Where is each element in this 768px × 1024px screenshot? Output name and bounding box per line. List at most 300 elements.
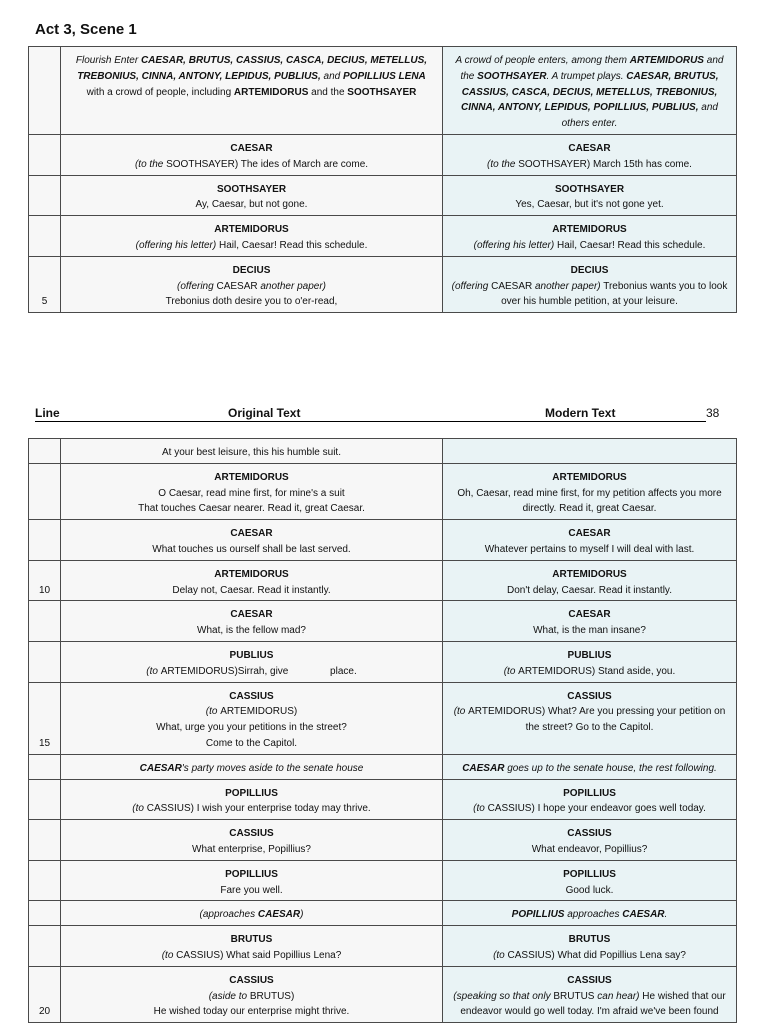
text-line — [64, 182, 439, 198]
dialogue-text: Sirrah, give place. — [237, 665, 357, 677]
dialogue-text: CASSIUS) — [146, 803, 194, 815]
text-line — [446, 826, 733, 842]
dialogue-text: over his humble petition, at your leisure. — [501, 296, 678, 308]
text-line — [64, 263, 439, 279]
speaker-name: CASSIUS — [229, 974, 274, 986]
text-line — [64, 989, 439, 1005]
speaker-name: CAESAR — [568, 528, 611, 540]
dialogue-row — [29, 463, 737, 519]
speaker-name: PUBLIUS — [567, 649, 612, 661]
modern-text-cell — [443, 860, 737, 901]
line-number-cell — [29, 175, 61, 216]
text-line — [446, 932, 733, 948]
text-line — [64, 689, 439, 705]
speaker-name: POPILLIUS — [225, 787, 278, 799]
dialogue-row — [29, 641, 737, 682]
text-line — [446, 238, 733, 254]
modern-text-cell — [443, 820, 737, 861]
speaker-name: ARTEMIDORUS — [552, 568, 627, 580]
original-text-cell — [61, 463, 443, 519]
text-line — [64, 85, 439, 101]
text-line — [446, 842, 733, 858]
dialogue-text: I wish your enterprise today may thrive. — [193, 803, 371, 815]
speaker-name: ARTEMIDORUS — [214, 471, 289, 483]
stage-direction-row — [29, 754, 737, 779]
dialogue-text: O Caesar, read mine first, for mine's a suit — [158, 487, 345, 499]
stage-direction-text: (to the — [134, 158, 167, 170]
dialogue-text: At your best leisure, this his humble suit. — [162, 447, 341, 458]
modern-text-cell — [443, 966, 737, 1022]
dialogue-text: BRUTUS) — [249, 990, 295, 1002]
text-line — [64, 542, 439, 558]
text-line — [64, 222, 439, 238]
stage-direction-text: approaches — [564, 909, 623, 921]
dialogue-text: That touches Caesar nearer. Read it, great Caesar. — [138, 503, 365, 515]
line-number-cell — [29, 47, 61, 135]
dialogue-text: with a crowd of people, including — [86, 86, 234, 98]
stage-direction-text: (speaking so that only — [453, 990, 554, 1002]
line-column-label: Line — [35, 406, 60, 420]
line-number: 5 — [41, 296, 48, 308]
stage-direction-text: goes up to the senate house, the rest following. — [504, 762, 717, 774]
text-line — [446, 279, 733, 295]
text-line — [446, 222, 733, 238]
dialogue-text: Oh, Caesar, read mine first, for my petition affects you more — [457, 487, 722, 499]
text-line — [64, 786, 439, 802]
dialogue-row — [29, 779, 737, 820]
text-line — [64, 279, 439, 295]
stage-direction-text: A crowd of people enters, among them — [455, 55, 630, 66]
text-line — [446, 141, 733, 157]
dialogue-text: CAESAR — [491, 280, 533, 292]
original-text-cell — [61, 641, 443, 682]
dialogue-text: ARTEMIDORUS) — [160, 665, 238, 677]
stage-direction-text: (to — [503, 665, 519, 677]
dialogue-text: Come to the Capitol. — [205, 737, 298, 749]
line-number-cell — [29, 216, 61, 257]
dialogue-text: ARTEMIDORUS) — [518, 665, 596, 677]
modern-text-cell — [443, 926, 737, 967]
dialogue-row — [29, 966, 737, 1022]
character-name: CINNA, ANTONY, LEPIDUS, POPILLIUS, PUBLIUS, — [461, 102, 699, 114]
dialogue-text: ARTEMIDORUS) — [468, 706, 546, 718]
page-number: 38 — [706, 406, 720, 420]
original-text-cell — [61, 134, 443, 175]
text-line — [446, 648, 733, 664]
character-name: ARTEMIDORUS — [233, 86, 309, 98]
text-line — [64, 948, 439, 964]
stage-direction-text: (approaches — [199, 909, 258, 921]
original-text-cell — [61, 820, 443, 861]
dialogue-row — [29, 439, 737, 464]
line-number-cell — [29, 134, 61, 175]
speaker-name: SOOTHSAYER — [554, 183, 625, 195]
dialogue-text: What, is the fellow mad? — [197, 625, 306, 637]
dialogue-text: What endeavor, Popillius? — [531, 843, 648, 855]
original-text-cell — [61, 779, 443, 820]
text-line — [446, 157, 733, 173]
dialogue-text: What said Popillius Lena? — [223, 949, 342, 961]
speaker-name: DECIUS — [570, 264, 609, 276]
text-line — [446, 526, 733, 542]
dialogue-text: directly. Read it, great Caesar. — [522, 503, 657, 515]
dialogue-text: Good luck. — [565, 884, 614, 896]
speaker-name: BRUTUS — [568, 934, 611, 946]
speaker-name: BRUTUS — [230, 934, 273, 946]
dialogue-text: Delay not, Caesar. Read it instantly. — [172, 584, 331, 596]
dialogue-text: What did Popillius Lena say? — [554, 949, 686, 961]
text-line — [64, 69, 439, 85]
speaker-name: CAESAR — [568, 609, 611, 621]
text-line — [446, 704, 733, 720]
text-line — [446, 486, 733, 502]
scene-title: Act 3, Scene 1 — [35, 21, 137, 38]
text-line — [64, 883, 439, 899]
line-number-cell — [29, 601, 61, 642]
line-number-cell — [29, 560, 61, 601]
original-text-cell — [61, 560, 443, 601]
stage-direction-text: can hear) — [594, 990, 640, 1002]
text-line — [64, 704, 439, 720]
line-number-cell — [29, 754, 61, 779]
column-header — [35, 405, 706, 422]
modern-text-cell — [443, 463, 737, 519]
dialogue-text: He wished today our enterprise might thrive. — [153, 1006, 350, 1018]
text-line — [446, 623, 733, 639]
text-line — [64, 470, 439, 486]
text-line — [64, 238, 439, 254]
dialogue-text: SOOTHSAYER) — [166, 158, 239, 170]
dialogue-text: Don't delay, Caesar. Read it instantly. — [507, 584, 672, 596]
dialogue-row — [29, 860, 737, 901]
dialogue-text: endeavor would go well today. I'm afraid we've been found — [460, 1006, 719, 1018]
modern-text-cell — [443, 754, 737, 779]
character-name: CAESAR, BRUTUS, CASSIUS, CASCA, DECIUS, METELLUS, — [140, 55, 428, 66]
speaker-name: ARTEMIDORUS — [214, 224, 289, 236]
dialogue-text: What enterprise, Popillius? — [192, 843, 311, 855]
dialogue-text: Ay, Caesar, but not gone. — [195, 199, 308, 211]
text-line — [446, 801, 733, 817]
stage-direction-text: (to — [161, 949, 177, 961]
character-name: SOOTHSAYER — [347, 86, 417, 98]
dialogue-text: Hail, Caesar! Read this schedule. — [554, 239, 706, 251]
dialogue-text: CASSIUS) — [487, 803, 535, 815]
text-line — [446, 100, 733, 116]
dialogue-row — [29, 256, 737, 312]
text-line — [446, 973, 733, 989]
dialogue-text: BRUTUS — [553, 990, 595, 1002]
text-line — [446, 689, 733, 705]
text-line — [446, 948, 733, 964]
stage-direction-text: the — [460, 70, 478, 82]
dialogue-row — [29, 175, 737, 216]
text-line — [64, 623, 439, 639]
dialogue-text: March 15th has come. — [590, 158, 692, 170]
stage-direction-text: (to — [493, 949, 508, 961]
original-text-cell — [61, 520, 443, 561]
dialogue-row — [29, 520, 737, 561]
line-number-cell — [29, 520, 61, 561]
text-line — [64, 801, 439, 817]
original-text-cell — [61, 256, 443, 312]
stage-direction-text: and — [703, 55, 724, 66]
original-text-cell — [61, 966, 443, 1022]
line-number-cell — [29, 901, 61, 926]
text-line — [64, 526, 439, 542]
character-name: POPILLIUS LENA — [343, 70, 426, 82]
stage-direction-text: another paper) — [257, 280, 326, 292]
text-line — [446, 263, 733, 279]
dialogue-row — [29, 820, 737, 861]
character-name: CAESAR — [139, 762, 182, 774]
text-line — [446, 85, 733, 101]
character-name: CAESAR — [257, 909, 301, 921]
original-column-label: Original Text — [228, 406, 301, 420]
dialogue-text: the street? Go to the Capitol. — [525, 722, 654, 734]
text-line — [64, 486, 439, 502]
text-line — [446, 867, 733, 883]
dialogue-row — [29, 134, 737, 175]
text-line — [446, 294, 733, 310]
character-name: POPILLIUS — [511, 909, 565, 921]
text-line — [446, 501, 733, 517]
line-number-cell — [29, 820, 61, 861]
text-line — [446, 197, 733, 213]
speaker-name: SOOTHSAYER — [216, 183, 287, 195]
modern-text-cell — [443, 256, 737, 312]
stage-direction-text: (to — [453, 706, 469, 718]
text-line — [64, 157, 439, 173]
dialogue-text: What touches us ourself shall be last served. — [152, 543, 351, 555]
text-line — [446, 664, 733, 680]
modern-text-cell — [443, 47, 737, 135]
text-line — [64, 736, 439, 752]
line-number-cell — [29, 779, 61, 820]
line-number: 15 — [38, 737, 51, 749]
text-line — [446, 583, 733, 599]
text-line — [446, 761, 733, 777]
stage-direction-row — [29, 47, 737, 135]
text-line — [446, 607, 733, 623]
text-line — [64, 907, 439, 923]
character-name: CAESAR — [462, 762, 505, 774]
text-line — [446, 989, 733, 1005]
dialogue-text: CASSIUS) — [507, 949, 555, 961]
stage-direction-text: another paper) — [532, 280, 601, 292]
text-line — [64, 567, 439, 583]
stage-direction-text: (to — [205, 706, 221, 718]
modern-text-cell — [443, 601, 737, 642]
stage-direction-text: (to — [132, 803, 147, 815]
original-text-cell — [61, 682, 443, 754]
original-text-cell — [61, 175, 443, 216]
line-number: 10 — [38, 584, 51, 596]
character-name: TREBONIUS, CINNA, ANTONY, LEPIDUS, PUBLIUS, — [77, 70, 321, 82]
modern-text-cell — [443, 439, 737, 464]
modern-text-cell — [443, 641, 737, 682]
modern-text-cell — [443, 216, 737, 257]
stage-direction-row — [29, 901, 737, 926]
dialogue-text: CAESAR — [216, 280, 258, 292]
dialogue-text: Stand aside, you. — [595, 665, 676, 677]
speaker-name: DECIUS — [232, 264, 271, 276]
character-name: CASSIUS, CASCA, DECIUS, METELLUS, TREBONIUS, — [461, 86, 718, 98]
speaker-name: POPILLIUS — [225, 868, 278, 880]
speaker-name: CAESAR — [230, 609, 273, 621]
text-line — [64, 294, 439, 310]
speaker-name: PUBLIUS — [229, 649, 274, 661]
text-line — [64, 826, 439, 842]
dialogue-text: Trebonius doth desire you to o'er-read, — [165, 296, 338, 308]
original-text-cell — [61, 216, 443, 257]
text-line — [64, 973, 439, 989]
stage-direction-text: . A trumpet plays. — [546, 70, 627, 82]
dialogue-text: Trebonius wants you to look — [600, 280, 728, 292]
character-name: ARTEMIDORUS — [629, 55, 704, 66]
line-number-cell — [29, 860, 61, 901]
scene-text-table — [28, 46, 737, 313]
original-text-cell — [61, 439, 443, 464]
text-line — [446, 907, 733, 923]
text-line — [64, 141, 439, 157]
speaker-name: CASSIUS — [229, 828, 274, 840]
line-number-cell — [29, 439, 61, 464]
speaker-name: ARTEMIDORUS — [552, 471, 627, 483]
original-text-cell — [61, 926, 443, 967]
character-name: CAESAR, BRUTUS, — [626, 70, 719, 82]
text-line — [446, 116, 733, 132]
modern-text-cell — [443, 560, 737, 601]
stage-direction-text: (offering — [451, 280, 492, 292]
stage-direction-text: (to — [473, 803, 488, 815]
stage-direction-text: . — [664, 909, 668, 921]
text-line — [64, 761, 439, 777]
text-line — [64, 445, 439, 461]
dialogue-text: SOOTHSAYER) — [518, 158, 591, 170]
text-line — [64, 842, 439, 858]
text-line — [64, 648, 439, 664]
speaker-name: POPILLIUS — [563, 787, 616, 799]
line-number: 20 — [38, 1006, 51, 1018]
text-line — [64, 664, 439, 680]
dialogue-text: CASSIUS) — [176, 949, 224, 961]
stage-direction-text: (offering his letter) — [135, 239, 217, 251]
dialogue-row — [29, 216, 737, 257]
dialogue-text: ARTEMIDORUS) — [220, 706, 298, 718]
modern-text-cell — [443, 134, 737, 175]
speaker-name: ARTEMIDORUS — [214, 568, 289, 580]
text-line — [64, 1004, 439, 1020]
text-line — [64, 197, 439, 213]
speaker-name: ARTEMIDORUS — [552, 224, 627, 236]
speaker-name: CAESAR — [230, 142, 273, 154]
dialogue-text: and the — [308, 86, 348, 98]
dialogue-text: Hail, Caesar! Read this schedule. — [216, 239, 368, 251]
text-line — [446, 53, 733, 69]
speaker-name: CAESAR — [568, 142, 611, 154]
original-text-cell — [61, 860, 443, 901]
speaker-name: CASSIUS — [567, 690, 612, 702]
speaker-name: CAESAR — [230, 528, 273, 540]
dialogue-row — [29, 601, 737, 642]
stage-direction-text: Flourish Enter — [75, 55, 141, 66]
dialogue-row — [29, 560, 737, 601]
line-number-cell — [29, 926, 61, 967]
original-text-cell — [61, 601, 443, 642]
line-number-cell — [29, 641, 61, 682]
text-line — [64, 720, 439, 736]
stage-direction-text: (offering — [177, 280, 217, 292]
stage-direction-text: (offering his letter) — [473, 239, 555, 251]
text-line — [64, 867, 439, 883]
text-line — [446, 69, 733, 85]
stage-direction-text: (aside to — [208, 990, 250, 1002]
text-line — [446, 720, 733, 736]
text-line — [446, 1004, 733, 1020]
dialogue-row — [29, 682, 737, 754]
text-line — [64, 932, 439, 948]
dialogue-text: What? Are you pressing your petition on — [545, 706, 726, 718]
dialogue-text: The ides of March are come. — [238, 158, 369, 170]
stage-direction-text: ) — [300, 909, 304, 921]
speaker-name: CASSIUS — [229, 690, 274, 702]
text-line — [446, 786, 733, 802]
line-number-cell — [29, 966, 61, 1022]
text-line — [64, 607, 439, 623]
speaker-name: POPILLIUS — [563, 868, 616, 880]
modern-text-cell — [443, 175, 737, 216]
modern-text-cell — [443, 682, 737, 754]
line-number-cell — [29, 682, 61, 754]
text-line — [446, 567, 733, 583]
dialogue-text: I hope your endeavor goes well today. — [534, 803, 706, 815]
original-text-cell — [61, 47, 443, 135]
modern-text-cell — [443, 901, 737, 926]
line-number-cell — [29, 463, 61, 519]
speaker-name: CASSIUS — [567, 974, 612, 986]
line-number-cell — [29, 256, 61, 312]
original-text-cell — [61, 901, 443, 926]
dialogue-text: What, urge you your petitions in the street? — [156, 722, 347, 734]
stage-direction-text: 's party moves aside to the senate house — [181, 762, 364, 774]
text-line — [446, 883, 733, 899]
modern-text-cell — [443, 779, 737, 820]
dialogue-text: What, is the man insane? — [533, 625, 646, 637]
stage-direction-text: (to — [146, 665, 161, 677]
modern-column-label: Modern Text — [545, 406, 616, 420]
stage-direction-text: (to the — [487, 158, 519, 170]
character-name: CAESAR — [622, 909, 665, 921]
text-line — [446, 470, 733, 486]
stage-direction-text: and — [320, 70, 343, 82]
dialogue-text: Yes, Caesar, but it's not gone yet. — [515, 199, 664, 211]
text-line — [64, 501, 439, 517]
speaker-name: CASSIUS — [567, 828, 612, 840]
dialogue-row — [29, 926, 737, 967]
original-text-cell — [61, 754, 443, 779]
dialogue-text: He wished that our — [639, 990, 726, 1002]
continuation-text-table — [28, 438, 737, 1023]
character-name: SOOTHSAYER — [477, 70, 547, 82]
text-line — [64, 583, 439, 599]
stage-direction-text: others enter. — [561, 118, 618, 130]
modern-text-cell — [443, 520, 737, 561]
text-line — [446, 542, 733, 558]
dialogue-text: Fare you well. — [220, 884, 283, 896]
dialogue-text: Whatever pertains to myself I will deal with last. — [484, 543, 695, 555]
text-line — [446, 182, 733, 198]
stage-direction-text: and — [698, 102, 718, 114]
